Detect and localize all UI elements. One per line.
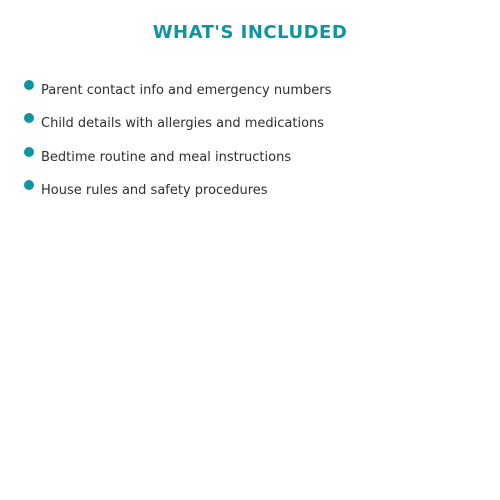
list-item-text: Bedtime routine and meal instructions bbox=[41, 149, 292, 165]
list-item bbox=[24, 145, 331, 178]
section-title: WHAT'S INCLUDED bbox=[152, 22, 348, 43]
list-item bbox=[24, 78, 331, 111]
bullet-dot-icon bbox=[24, 113, 34, 123]
bullet-dot-icon bbox=[24, 80, 34, 90]
list-item-text: Child details with allergies and medications bbox=[41, 116, 325, 132]
list-item-text: Parent contact info and emergency numbers bbox=[41, 83, 332, 98]
list-item-text: House rules and safety procedures bbox=[41, 183, 268, 199]
bullet-dot-icon bbox=[24, 180, 34, 190]
list-item bbox=[24, 111, 331, 144]
list-item bbox=[24, 178, 331, 211]
included-list bbox=[24, 78, 331, 212]
bullet-dot-icon bbox=[24, 147, 34, 157]
